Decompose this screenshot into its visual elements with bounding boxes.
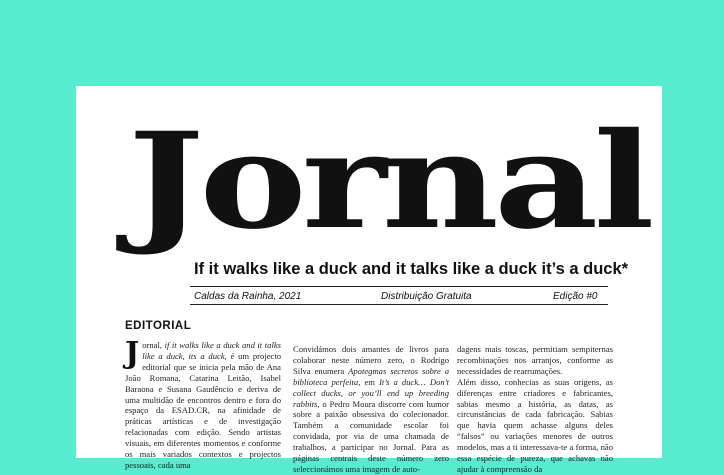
column-1-paragraph (125, 336, 282, 471)
masthead-tagline: If it walks like a duck and it talks like a duck it’s a duck* (194, 260, 629, 278)
rule-bottom (190, 304, 608, 305)
column-2-paragraph (293, 344, 449, 475)
column-3-paragraph-2: Além disso, conhecias as suas origens, as diferenças entre criadores e fabricantes, sabias mesmo a história, as datas, as circunstâncias de cada fabricação. Sabias que havia quem achasse alguns deles “falsos” ou variações menores de outros modelos, mas a ti interessava-te a forma, não essa espécie de pureza, que achavas não ajudar à compreensão da (457, 376, 613, 474)
col1-text-b: , é um projecto editorial que se inicia pela mão de Ana João Romana, Catarina Leitão, Isabel Baraona e Susana Gaudêncio e deriva de uma multidão de encontros dentro e fora do espaço da ESAD.CR, na afinidade de práticas artísticas e de investigação relacionadas com edição. Sendo artistas visuais, em diferentes momentos e conforme os mais variados contextos e projectos pessoais, cada uma (125, 350, 282, 470)
text-column-3 (457, 344, 613, 475)
section-heading: EDITORIAL (125, 320, 192, 332)
col2-text-a: Convidámos dois amantes de livros para colaborar neste número zero, o Rodrigo Silva enumera (293, 344, 449, 376)
column-3-paragraph-1: dagens mais toscas, permitiam sempiternas recombinações nos arranjos, conforme as necessidades de rearrumações. (457, 344, 613, 376)
col2-italic-a: Apotegmas secretos sobre a biblioteca perfeita (293, 365, 449, 387)
rule-top (190, 286, 608, 287)
col2-text-b: , em (358, 376, 380, 387)
text-column-2 (293, 344, 449, 475)
newspaper-page (76, 86, 662, 474)
info-distribution: Distribuição Gratuita (381, 291, 472, 302)
masthead-title: Jornal (128, 104, 650, 259)
info-edition: Edição #0 (553, 291, 598, 302)
col1-italic: if it walks like a duck and it talks like a duck, its a duck (142, 340, 281, 361)
drop-cap: J (125, 336, 140, 371)
col1-text-a: ornal, (142, 340, 165, 350)
text-column-1 (125, 336, 282, 471)
col2-text-c: , o Pedro Moura discorre com humor sobre a paixão obsessiva do colecionador. Também a comunidade escolar foi convidada, por via de uma chamada de trabalhos, a participar no Jornal. Para as páginas centrais deste número zero seleccionámos uma imagem de auto- (293, 398, 449, 474)
info-location-date: Caldas da Rainha, 2021 (194, 291, 302, 302)
col2-italic-b: It’s a duck… Don’t collect ducks, or you’ll end up breeding rabbits (293, 376, 449, 409)
